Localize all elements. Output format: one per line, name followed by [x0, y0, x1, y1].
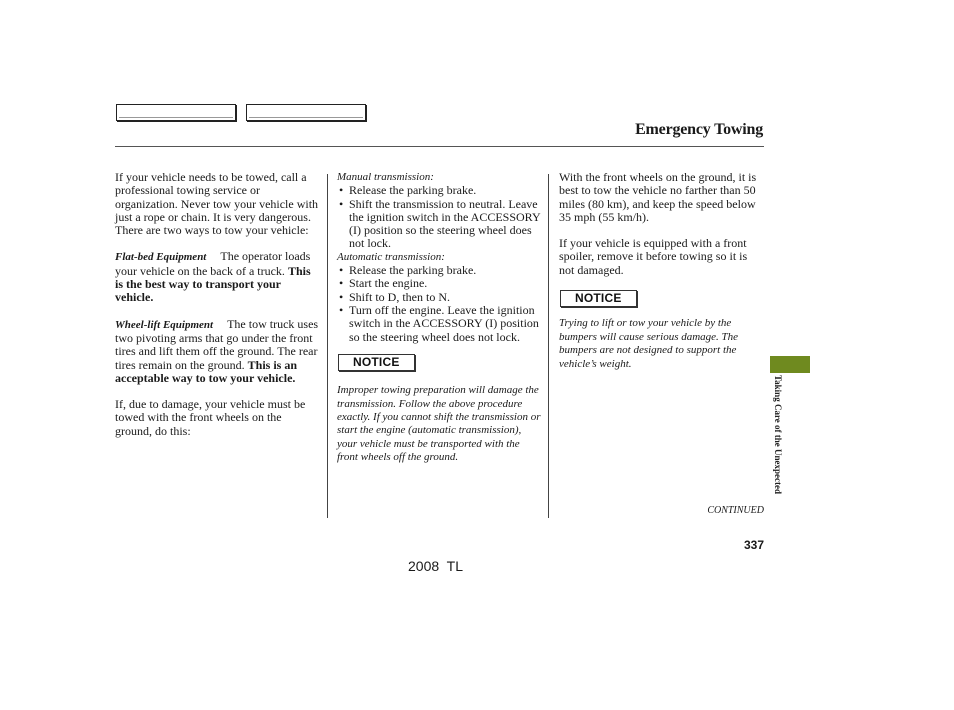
spoiler-paragraph: If your vehicle is equipped with a front spoiler, remove it before towing so it is not damaged. — [559, 236, 748, 277]
notice-badge: NOTICE — [560, 290, 637, 307]
automatic-transmission-label: Automatic transmission: — [337, 250, 445, 263]
notice-text: Improper towing preparation will damage the transmission. Follow the above procedure exactly. If you cannot shift the transmission or start the engine (automatic transmission), your vehicle must be transported with the front wheels off the ground. — [337, 384, 541, 464]
column-divider — [548, 174, 549, 518]
title-divider — [115, 146, 764, 147]
wheellift-label: Wheel-lift Equipment — [115, 318, 214, 331]
wheellift-paragraph — [115, 318, 321, 385]
wheellift-emphasis: This is an acceptable way to tow your vehicle. — [115, 357, 297, 385]
column-divider — [327, 174, 328, 518]
column-towing-limits — [559, 171, 764, 371]
wheellift-text: The tow truck uses two pivoting arms that go under the front tires and lift them off the ground. The rear tires remain on the ground. — [115, 316, 319, 372]
next-page-tab[interactable] — [246, 104, 366, 121]
page-number: 337 — [743, 538, 764, 552]
distance-paragraph: With the front wheels on the ground, it is best to tow the vehicle no farther than 50 miles (80 km), and keep the speed below 35 mph (55 km/h). — [559, 170, 757, 224]
towing-ways-paragraph: There are two ways to tow your vehicle: — [115, 223, 309, 238]
list-item: • Start the engine. — [337, 277, 542, 290]
notice-block — [337, 354, 542, 371]
notice-block — [559, 290, 764, 307]
intro-paragraph: If your vehicle needs to be towed, call a professional towing service or organization. Never tow your vehicle with just a rope or chain. It is very dangerous. — [115, 170, 319, 224]
section-sidebar-label: Taking Care of the Unexpected — [773, 375, 783, 494]
flatbed-text: The operator loads your vehicle on the back of a truck. — [115, 249, 311, 278]
notice-badge: NOTICE — [338, 354, 415, 371]
continued-label: CONTINUED — [707, 505, 764, 516]
section-title: Emergency Towing — [635, 121, 763, 138]
notice-text: Trying to lift or tow your vehicle by the bumpers will cause serious damage. The bumpers are not designed to support the vehicle’s weight. — [559, 317, 739, 370]
list-item: • Shift the transmission to neutral. Leave the ignition switch in the ACCESSORY (I) position so the steering wheel does not lock. — [337, 198, 542, 251]
flatbed-paragraph — [115, 250, 321, 304]
list-item: • Shift to D, then to N. — [337, 291, 542, 304]
previous-page-tab[interactable] — [116, 104, 236, 121]
footer-model: 2008 TL — [408, 558, 464, 574]
section-tab-marker — [770, 356, 810, 373]
column-towing-methods — [115, 171, 321, 438]
list-item: • Turn off the engine. Leave the ignition switch in the ACCESSORY (I) position so the steering wheel does not lock. — [337, 304, 542, 344]
manual-transmission-label: Manual transmission: — [337, 171, 434, 183]
flatbed-label: Flat-bed Equipment — [115, 251, 207, 264]
damage-paragraph: If, due to damage, your vehicle must be towed with the front wheels on the ground, do this: — [115, 397, 306, 438]
flatbed-emphasis: This is the best way to transport your vehicle. — [115, 263, 311, 305]
manual-steps-list — [337, 184, 542, 250]
automatic-steps-list — [337, 264, 542, 344]
list-item: • Release the parking brake. — [337, 264, 542, 277]
column-transmission-steps — [337, 171, 542, 465]
list-item: • Release the parking brake. — [337, 184, 542, 197]
